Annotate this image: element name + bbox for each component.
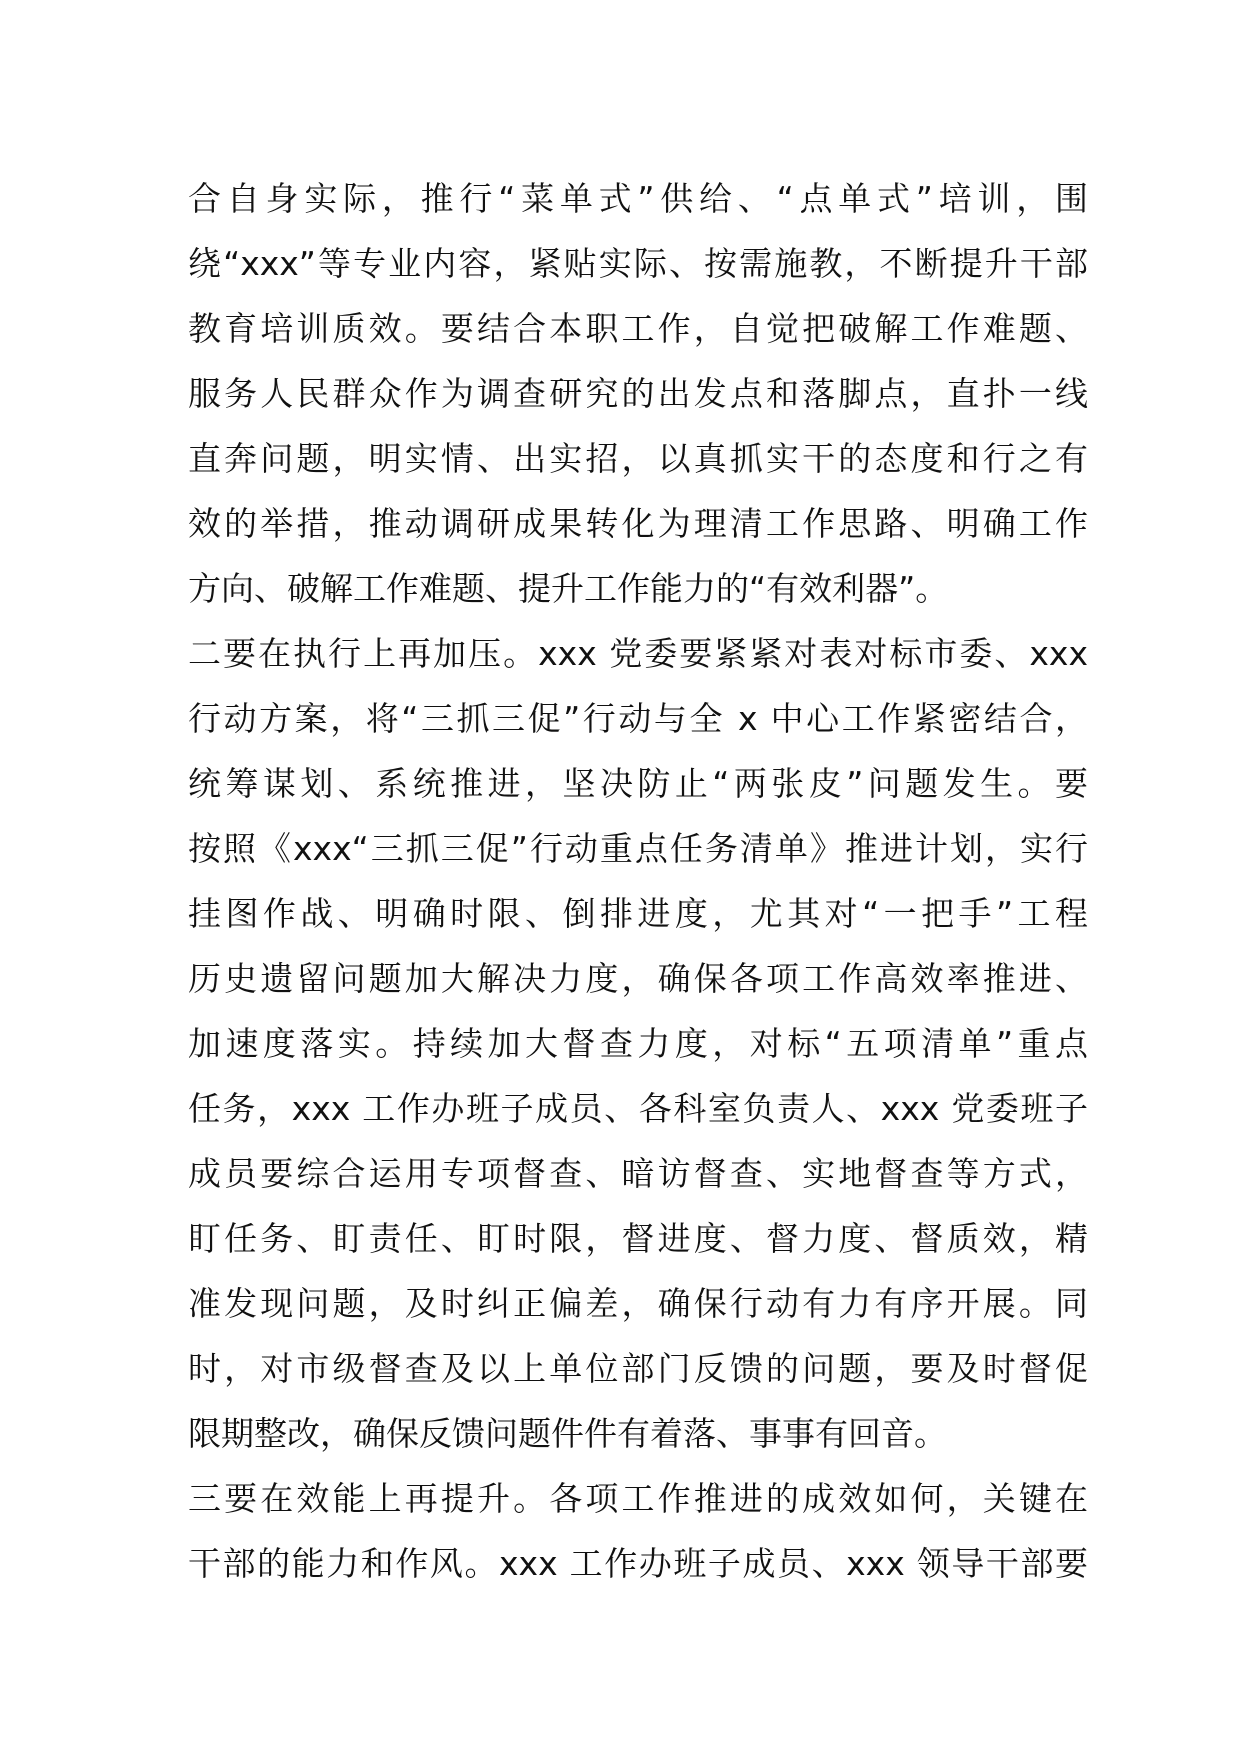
text-line: 合自身实际，推行“菜单式”供给、“点单式”培训，围 <box>188 179 1088 218</box>
text-line: 按照《xxx“三抓三促”行动重点任务清单》推进计划，实行 <box>188 829 1088 868</box>
text-line: 加速度落实。持续加大督查力度，对标“五项清单”重点 <box>188 1024 1088 1063</box>
text-line: 效的举措，推动调研成果转化为理清工作思路、明确工作 <box>188 504 1088 543</box>
text-line: 三要在效能上再提升。各项工作推进的成效如何，关键在 <box>188 1479 1088 1518</box>
text-line: 绕“xxx”等专业内容，紧贴实际、按需施教，不断提升干部 <box>188 244 1088 283</box>
text-line: 教育培训质效。要结合本职工作，自觉把破解工作难题、 <box>188 309 1088 348</box>
text-line: 历史遗留问题加大解决力度，确保各项工作高效率推进、 <box>188 959 1088 998</box>
text-line: 统筹谋划、系统推进，坚决防止“两张皮”问题发生。要 <box>188 764 1088 803</box>
text-line: 方向、破解工作难题、提升工作能力的“有效利器”。 <box>188 569 949 608</box>
text-line: 行动方案，将“三抓三促”行动与全 x 中心工作紧密结合， <box>188 699 1088 738</box>
body-text <box>188 166 1088 1596</box>
text-line: 盯任务、盯责任、盯时限，督进度、督力度、督质效，精 <box>188 1219 1088 1258</box>
text-line: 时，对市级督查及以上单位部门反馈的问题，要及时督促 <box>188 1349 1088 1388</box>
text-line: 限期整改，确保反馈问题件件有着落、事事有回音。 <box>188 1414 947 1453</box>
text-line: 服务人民群众作为调查研究的出发点和落脚点，直扑一线 <box>188 374 1088 413</box>
text-line: 准发现问题，及时纠正偏差，确保行动有力有序开展。同 <box>188 1284 1088 1323</box>
text-line: 任务，xxx 工作办班子成员、各科室负责人、xxx 党委班子 <box>188 1089 1088 1128</box>
text-line: 直奔问题，明实情、出实招，以真抓实干的态度和行之有 <box>188 439 1088 478</box>
text-line: 二要在执行上再加压。xxx 党委要紧紧对表对标市委、xxx <box>188 634 1088 673</box>
text-line: 干部的能力和作风。xxx 工作办班子成员、xxx 领导干部要 <box>188 1544 1088 1583</box>
text-line: 挂图作战、明确时限、倒排进度，尤其对“一把手”工程 <box>188 894 1088 933</box>
text-line: 成员要综合运用专项督查、暗访督查、实地督查等方式， <box>188 1154 1088 1193</box>
